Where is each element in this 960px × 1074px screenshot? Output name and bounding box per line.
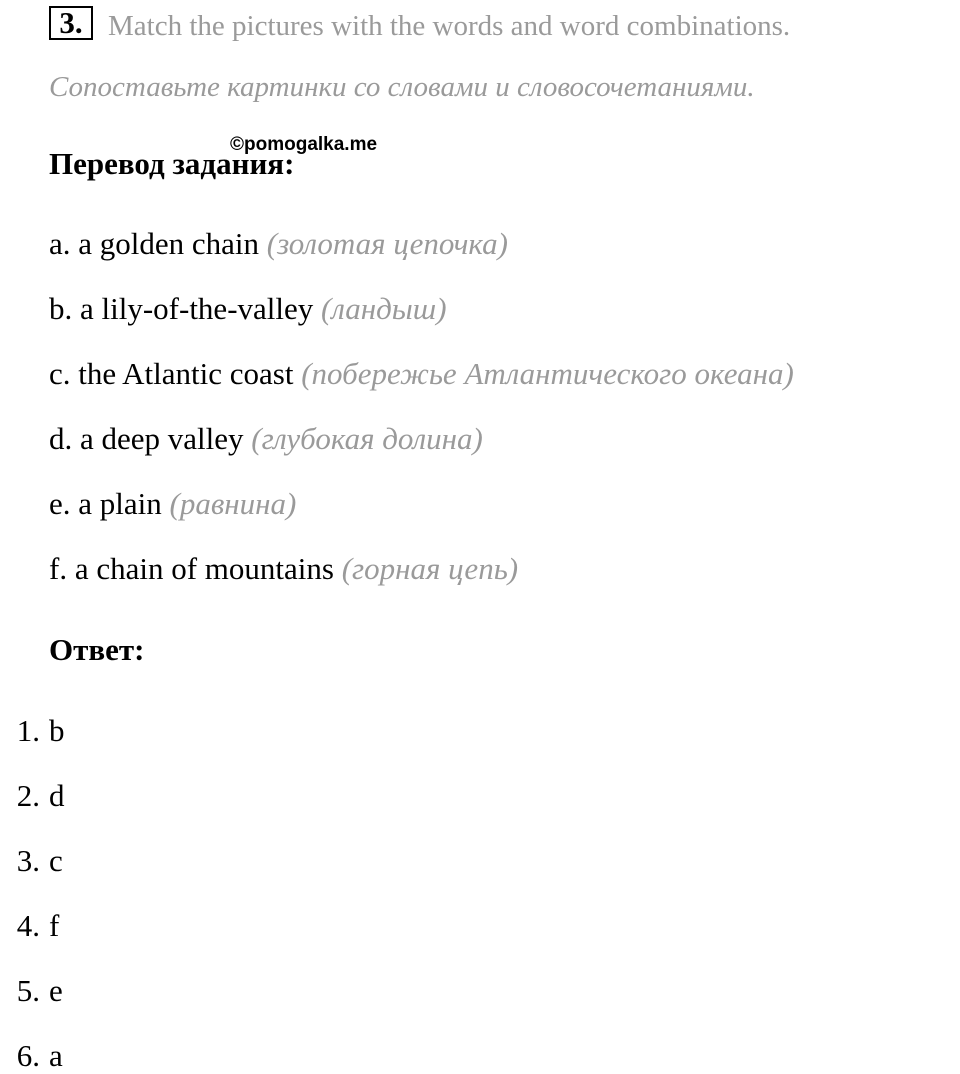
translation-heading: Перевод задания: xyxy=(49,146,295,181)
answer-number: 3. xyxy=(16,843,40,878)
vocab-item-c xyxy=(49,356,794,392)
answer-value: b xyxy=(49,713,65,748)
answer-number: 4. xyxy=(16,908,40,943)
vocab-item-e xyxy=(49,486,296,522)
vocab-item-f xyxy=(49,551,518,587)
answer-number: 5. xyxy=(16,973,40,1008)
vocab-gloss: (побережье Атлантического океана) xyxy=(301,356,794,391)
vocab-term: c. the Atlantic coast xyxy=(49,356,294,391)
answer-number: 6. xyxy=(16,1038,40,1073)
vocab-item-d xyxy=(49,421,483,457)
task-number-box: 3. xyxy=(49,6,93,40)
vocab-term: d. a deep valley xyxy=(49,421,244,456)
answer-value: d xyxy=(49,778,65,813)
vocab-gloss: (равнина) xyxy=(169,486,297,521)
task-instruction: Match the pictures with the words and word combinations. xyxy=(108,10,791,42)
vocab-item-b xyxy=(49,291,447,327)
answer-value: c xyxy=(49,843,63,878)
vocab-item-a xyxy=(49,226,508,262)
answer-value: f xyxy=(49,908,60,943)
watermark: ©pomogalka.me xyxy=(230,134,378,155)
vocab-term: f. a chain of mountains xyxy=(49,551,334,586)
answer-number: 2. xyxy=(16,778,40,813)
vocab-gloss: (горная цепь) xyxy=(341,551,519,586)
answer-heading: Ответ: xyxy=(49,632,145,667)
vocab-term: b. a lily-of-the-valley xyxy=(49,291,314,326)
vocab-gloss: (ландыш) xyxy=(321,291,447,326)
vocab-gloss: (золотая цепочка) xyxy=(266,226,508,261)
answer-number: 1. xyxy=(16,713,40,748)
vocab-term: e. a plain xyxy=(49,486,162,521)
answer-value: a xyxy=(49,1038,63,1073)
vocab-gloss: (глубокая долина) xyxy=(251,421,483,456)
task-instruction-translation: Сопоставьте картинки со словами и словосочетаниями. xyxy=(49,71,755,103)
vocab-term: a. a golden chain xyxy=(49,226,260,261)
answer-value: e xyxy=(49,973,63,1008)
